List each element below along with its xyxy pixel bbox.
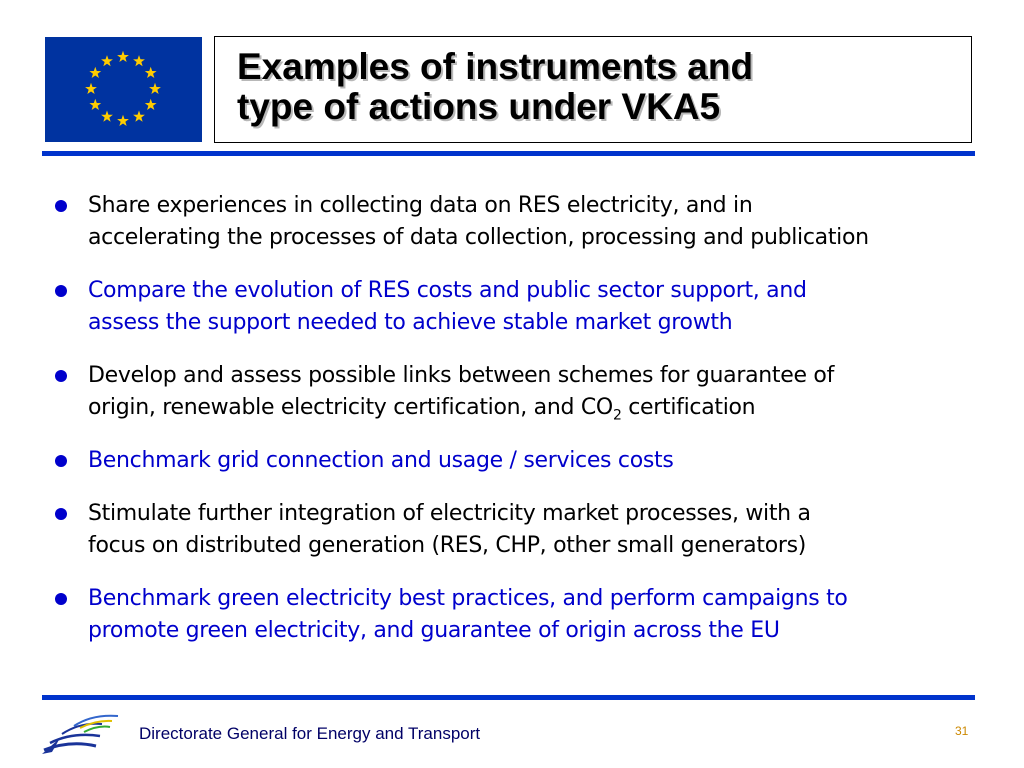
bullet-dot-icon xyxy=(55,455,67,467)
bullet-text-line: focus on distributed generation (RES, CHP, other small generators) xyxy=(88,533,807,558)
eu-star-icon xyxy=(117,51,129,62)
eu-star-icon xyxy=(133,111,145,122)
title-box xyxy=(214,36,972,143)
dg-tren-logo-icon xyxy=(40,712,120,756)
bullet-text-line: Benchmark green electricity best practices, and perform campaigns to xyxy=(88,586,848,611)
co2-subscript: 2 xyxy=(612,407,622,424)
bullet-dot-icon xyxy=(55,593,67,605)
bullet-dot-icon xyxy=(55,370,67,382)
bullet-item-share-experiences xyxy=(52,190,997,254)
bullet-dot-icon xyxy=(55,285,67,297)
bullet-text-fragment: certification xyxy=(621,395,756,420)
bullet-text-line: Compare the evolution of RES costs and public sector support, and xyxy=(88,278,807,303)
eu-star-icon xyxy=(145,99,157,110)
bullet-item-benchmark-grid xyxy=(52,445,997,477)
eu-star-icon xyxy=(149,83,161,94)
eu-star-icon xyxy=(133,55,145,66)
eu-star-icon xyxy=(89,99,101,110)
slide-title xyxy=(237,47,753,127)
eu-star-icon xyxy=(89,67,101,78)
eu-flag-icon xyxy=(45,37,202,142)
bullet-item-stimulate-integration xyxy=(52,498,997,562)
bullet-list xyxy=(52,190,997,668)
bullet-text-line: assess the support needed to achieve stable market growth xyxy=(88,310,733,335)
eu-star-icon xyxy=(85,83,97,94)
bullet-item-develop-links xyxy=(52,360,997,424)
bullet-text-line: Develop and assess possible links between schemes for guarantee of xyxy=(88,363,835,388)
page-number: 31 xyxy=(955,724,969,738)
bullet-item-benchmark-green xyxy=(52,583,997,647)
bullet-text-line-co2 xyxy=(88,392,997,424)
bullet-text-line: accelerating the processes of data collection, processing and publication xyxy=(88,225,869,250)
bullet-dot-icon xyxy=(55,200,67,212)
bullet-text-line: Stimulate further integration of electricity market processes, with a xyxy=(88,501,811,526)
top-divider xyxy=(42,151,975,156)
bullet-dot-icon xyxy=(55,508,67,520)
bullet-text-fragment: origin, renewable electricity certification, and CO xyxy=(88,395,613,420)
bottom-divider xyxy=(42,695,975,700)
eu-star-icon xyxy=(101,55,113,66)
slide-title-line1: Examples of instruments and xyxy=(237,46,754,87)
bullet-text-line: Benchmark grid connection and usage / services costs xyxy=(88,448,674,473)
eu-star-icon xyxy=(101,111,113,122)
eu-star-icon xyxy=(117,115,129,126)
bullet-text-line: Share experiences in collecting data on RES electricity, and in xyxy=(88,193,753,218)
slide-title-line2: type of actions under VKA5 xyxy=(237,86,721,127)
eu-star-icon xyxy=(145,67,157,78)
bullet-text-line: promote green electricity, and guarantee of origin across the EU xyxy=(88,618,780,643)
bullet-item-compare-evolution xyxy=(52,275,997,339)
footer-organization: Directorate General for Energy and Transport xyxy=(139,724,481,743)
